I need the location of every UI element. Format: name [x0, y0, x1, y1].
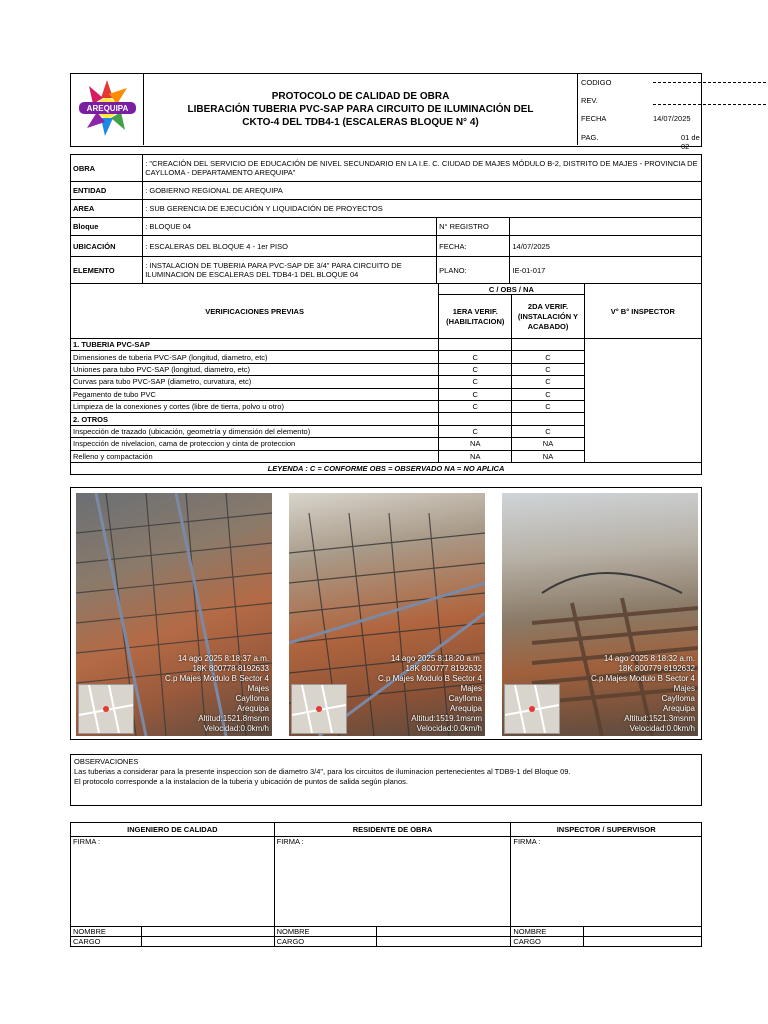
photo-stamp: 14 ago 2025 8:18:20 a.m. 18K 800777 8192632 C.p Majes Modulo B Sector 4 Majes Caylloma Arequipa Altitud:1519.1msnm Velocidad:0.0km/h: [377, 654, 482, 733]
map-pin-icon: [529, 706, 535, 712]
cargo-label: CARGO: [511, 937, 583, 947]
plano-value: IE-01-017: [510, 257, 702, 284]
fecha-label: FECHA:: [437, 236, 510, 257]
table-row: Uniones para tubo PVC-SAP (longitud, diametro, etc) C C: [71, 363, 702, 375]
obra-value: : "CREACIÓN DEL SERVICIO DE EDUCACIÓN DE NIVEL SECUNDARIO EN LA I.E. C. CIUDAD DE MAJES MÓDULO B-2, DISTRITO DE MAJES - PROVINCIA DE CAYLLOMA - DEPARTAMENTO AREQUIPA": [143, 155, 702, 182]
title-line-2: LIBERACIÓN TUBERIA PVC-SAP PARA CIRCUITO DE ILUMINACIÓN DEL: [187, 104, 534, 115]
meta-fecha: FECHA 14/07/2025: [581, 114, 691, 123]
map-pin-icon: [316, 706, 322, 712]
signature-header-row: [71, 823, 702, 837]
entidad-label: ENTIDAD: [71, 182, 143, 200]
table-row: Inspección de nivelacion, cama de proteccion y cinta de proteccion NA NA: [71, 438, 702, 450]
table-row: Relleno y compactación NA NA: [71, 450, 702, 462]
info-row-obra: [71, 155, 702, 182]
verification-table: [70, 283, 702, 475]
nombre-label: NOMBRE: [511, 927, 583, 937]
map-thumbnail: [291, 684, 347, 734]
nombre-label: NOMBRE: [71, 927, 142, 937]
plano-label: PLANO:: [437, 257, 510, 284]
observations-title: OBSERVACIONES: [74, 757, 139, 766]
sign-header-resident: RESIDENTE DE OBRA: [274, 823, 511, 837]
table-row: Inspección de trazado (ubicación, geometría y dimensión del elemento) C C: [71, 425, 702, 437]
verif-first-header: 1ERA VERIF. (HABILITACION): [439, 295, 512, 339]
verif-inspector-header: V° B° INSPECTOR: [584, 284, 701, 339]
table-row: Dimensiones de tuberia PVC-SAP (longitud, diametro, etc) C C: [71, 351, 702, 363]
logo: [71, 74, 144, 145]
logo-text: AREQUIPA: [86, 104, 129, 113]
table-row: Limpieza de la conexiones y cortes (libre de tierra, polvo u otro) C C: [71, 400, 702, 412]
info-row-area: [71, 200, 702, 218]
observations-line-2: El protocolo corresponde a la instalacion de la tuberia y ubicación de puntos de salida según planos.: [74, 777, 408, 786]
obra-label: OBRA: [71, 155, 143, 182]
legend-row: [71, 462, 702, 474]
info-row-ubicacion: [71, 236, 702, 257]
firma-quality: FIRMA :: [71, 837, 275, 927]
verif-second-header: 2DA VERIF. (INSTALACIÓN Y ACABADO): [512, 295, 584, 339]
observations-line-1: Las tuberias a considerar para la presente inspeccion son de diametro 3/4", para los circuitos de iluminacion pertenecientes al TDB9-1 del Bloque 09.: [74, 767, 571, 776]
photo-stamp: 14 ago 2025 8:18:32 a.m. 18K 800779 8192632 C.p Majes Modulo B Sector 4 Majes Caylloma Arequipa Altitud:1521.3msnm Velocidad:0.0km/h: [590, 654, 695, 733]
meta-codigo: CODIGO: [578, 74, 700, 92]
section-row: [71, 339, 702, 351]
elemento-label: ELEMENTO: [71, 257, 143, 284]
table-row: Pegamento de tubo PVC C C: [71, 388, 702, 400]
info-row-entidad: [71, 182, 702, 200]
registro-label: N° REGISTRO: [437, 218, 510, 236]
area-label: AREA: [71, 200, 143, 218]
bloque-value: : BLOQUE 04: [143, 218, 437, 236]
elemento-value: : INSTALACION DE TUBERIA PARA PVC-SAP DE 3/4" PARA CIRCUITO DE ILUMINACION DE ESCALERAS DEL TDB4-1 DEL BLOQUE 04: [143, 257, 437, 284]
map-pin-icon: [103, 706, 109, 712]
map-thumbnail: [504, 684, 560, 734]
area-value: : SUB GERENCIA DE EJECUCIÓN Y LIQUIDACIÓN DE PROYECTOS: [143, 200, 702, 218]
map-thumbnail: [78, 684, 134, 734]
registro-value: [510, 218, 702, 236]
verif-status-header: C / OBS / NA: [439, 284, 584, 295]
sign-header-inspector: INSPECTOR / SUPERVISOR: [511, 823, 702, 837]
site-photo-3: [502, 493, 698, 736]
arequipa-logo-icon: [71, 74, 144, 145]
ubicacion-label: UBICACIÓN: [71, 236, 143, 257]
photo-stamp: 14 ago 2025 8:18:37 a.m. 18K 800778 8192633 C.p Majes Modulo B Sector 4 Majes Caylloma Arequipa Altitud:1521.8msnm Velocidad:0.0km/h: [164, 654, 269, 733]
project-info-table: [70, 154, 702, 284]
observations-box: [70, 754, 702, 806]
firma-inspector: FIRMA :: [511, 837, 702, 927]
signature-nombre-row: [71, 927, 702, 937]
site-photo-2: [289, 493, 485, 736]
cargo-label: CARGO: [71, 937, 142, 947]
verif-main-header: VERIFICACIONES PREVIAS: [71, 284, 439, 339]
bloque-label: Bloque: [71, 218, 143, 236]
signature-cargo-row: [71, 937, 702, 947]
meta-rev: REV.: [578, 92, 700, 110]
signature-firma-row: [71, 837, 702, 927]
nombre-label: NOMBRE: [274, 927, 376, 937]
document-header: [70, 73, 702, 151]
legend: LEYENDA : C = CONFORME OBS = OBSERVADO NA = NO APLICA: [71, 462, 702, 474]
meta-pag: PAG. 01 de 02: [581, 133, 700, 151]
verif-top-header: [71, 284, 702, 295]
site-photo-1: [76, 493, 272, 736]
signature-table: [70, 822, 702, 947]
title-block: [144, 74, 578, 145]
info-row-bloque: [71, 218, 702, 236]
document-meta: [578, 74, 700, 151]
inspector-signoff-cell: [584, 339, 701, 463]
photo-panel: [70, 487, 702, 740]
firma-resident: FIRMA :: [274, 837, 511, 927]
title-line-1: PROTOCOLO DE CALIDAD DE OBRA: [271, 91, 450, 102]
sign-header-quality: INGENIERO DE CALIDAD: [71, 823, 275, 837]
fecha-value: 14/07/2025: [510, 236, 702, 257]
ubicacion-value: : ESCALERAS DEL BLOQUE 4 - 1er PISO: [143, 236, 437, 257]
section-title: 2. OTROS: [71, 413, 439, 425]
title-line-3: CKTO-4 DEL TDB4-1 (ESCALERAS BLOQUE N° 4): [242, 117, 479, 128]
cargo-label: CARGO: [274, 937, 376, 947]
section-title: 1. TUBERIA PVC-SAP: [71, 339, 439, 351]
table-row: Curvas para tubo PVC-SAP (diametro, curvatura, etc) C C: [71, 376, 702, 388]
entidad-value: : GOBIERNO REGIONAL DE AREQUIPA: [143, 182, 702, 200]
info-row-elemento: [71, 257, 702, 284]
